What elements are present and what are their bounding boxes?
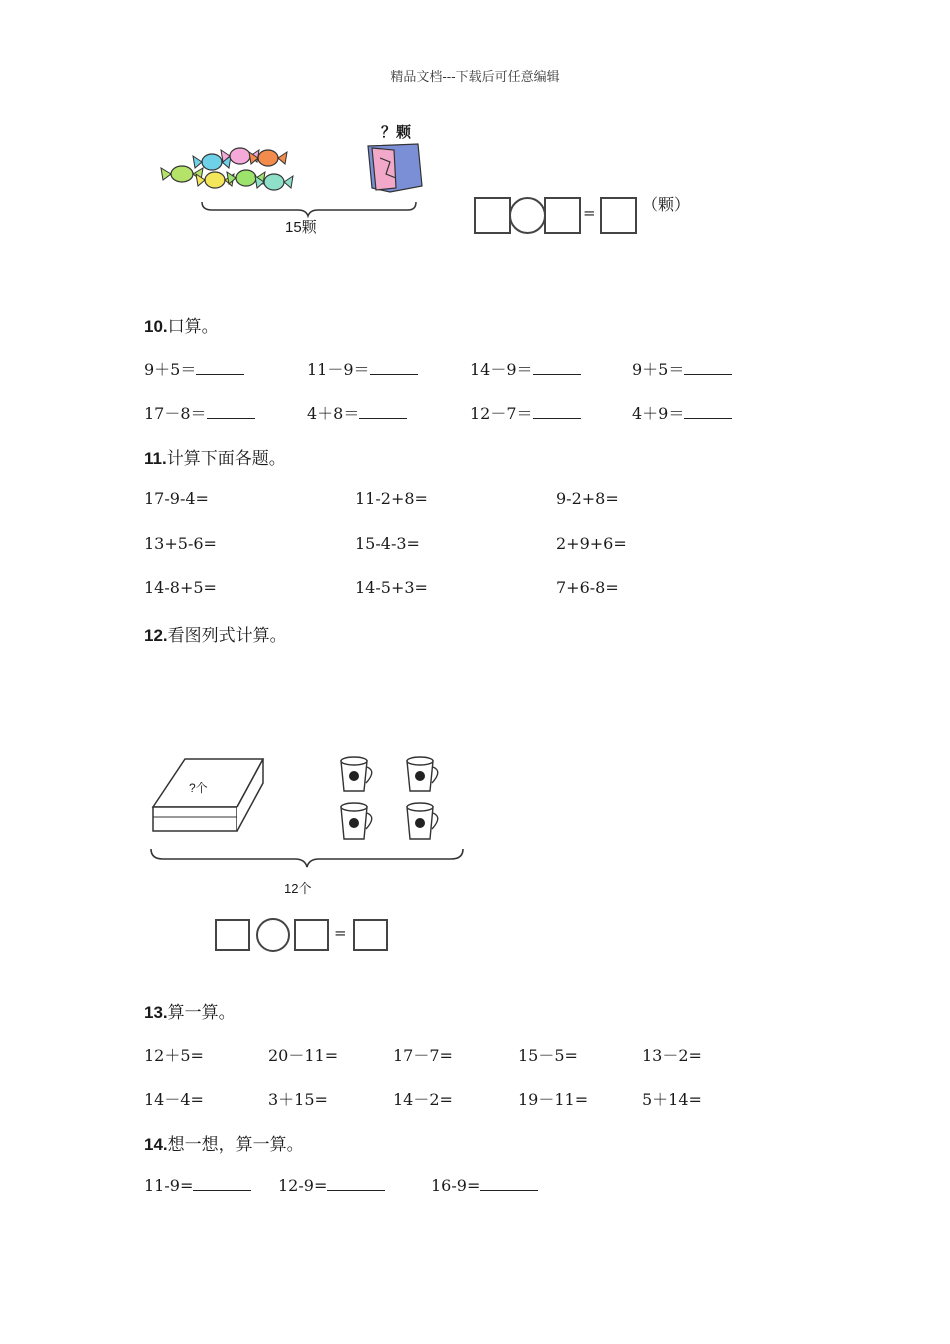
question-number: 11. xyxy=(144,449,167,468)
question-number: 10. xyxy=(144,317,168,336)
answer-box[interactable] xyxy=(544,197,581,234)
calc-item: 13－2= xyxy=(642,1046,702,1065)
question-14-title xyxy=(144,1130,304,1155)
question-text: 想一想，算一算。 xyxy=(167,1135,304,1155)
calc-item: 5＋14= xyxy=(642,1090,702,1109)
calc-item: 20－11= xyxy=(268,1046,339,1065)
question-text: 看图列式计算。 xyxy=(167,626,287,646)
answer-box[interactable] xyxy=(215,919,250,951)
answer-blank[interactable] xyxy=(196,360,244,375)
brace xyxy=(151,849,463,867)
calc-item: 2+9+6= xyxy=(556,534,627,553)
calc-item: 15-4-3= xyxy=(355,534,420,553)
calc-item: 19－11= xyxy=(518,1090,589,1109)
calc-item: 7+6-8= xyxy=(556,578,619,597)
answer-blank[interactable] xyxy=(327,1176,385,1191)
question-label: ？颗 xyxy=(381,124,412,141)
calc-item: 14-8+5= xyxy=(144,578,217,597)
calc-item: 3＋15= xyxy=(268,1090,328,1109)
calc-item: 11-9= xyxy=(144,1176,251,1195)
question-12-title xyxy=(144,621,287,646)
brace xyxy=(202,202,416,216)
calc-item: 16-9= xyxy=(431,1176,538,1195)
calc-item: 4＋8＝ xyxy=(307,401,407,424)
calc-item: 17－7= xyxy=(393,1046,453,1065)
calc-item: 17－8＝ xyxy=(144,401,255,424)
box-label: ?个 xyxy=(189,781,208,795)
calc-item: 14-5+3= xyxy=(355,578,428,597)
question-text: 口算。 xyxy=(167,317,219,337)
answer-blank[interactable] xyxy=(359,404,407,419)
calc-item: 14－4= xyxy=(144,1090,204,1109)
cup-icon xyxy=(341,757,372,791)
hand-icon xyxy=(368,144,422,192)
operator-circle[interactable] xyxy=(509,197,546,234)
cup-icon xyxy=(407,757,438,791)
calc-item: 12－7＝ xyxy=(470,401,581,424)
equals-sign: = xyxy=(583,204,596,222)
question-10-title xyxy=(144,312,219,337)
calc-item: 9＋5＝ xyxy=(144,357,244,380)
total-label: 15颗 xyxy=(285,219,317,236)
total-label: 12个 xyxy=(284,881,312,896)
calc-item: 11－9＝ xyxy=(307,357,418,380)
calc-item: 14－2= xyxy=(393,1090,453,1109)
question-number: 12. xyxy=(144,626,168,645)
operator-circle[interactable] xyxy=(256,918,290,952)
calc-item: 14－9＝ xyxy=(470,357,581,380)
calc-item: 17-9-4= xyxy=(144,489,209,508)
answer-blank[interactable] xyxy=(533,360,581,375)
box-cups-figure xyxy=(145,745,470,890)
answer-box[interactable] xyxy=(474,197,511,234)
calc-item: 13+5-6= xyxy=(144,534,217,553)
page-header: 精品文档---下载后可任意编辑 xyxy=(390,70,560,85)
calc-item: 9-2+8= xyxy=(556,489,619,508)
question-number: 13. xyxy=(144,1003,168,1022)
question-text: 算一算。 xyxy=(167,1003,236,1023)
cup-icon xyxy=(341,803,372,839)
answer-box[interactable] xyxy=(600,197,637,234)
question-13-title xyxy=(144,998,236,1023)
answer-blank[interactable] xyxy=(684,360,732,375)
answer-box[interactable] xyxy=(353,919,388,951)
answer-blank[interactable] xyxy=(207,404,255,419)
calc-item: 9＋5＝ xyxy=(632,357,732,380)
answer-blank[interactable] xyxy=(533,404,581,419)
answer-blank[interactable] xyxy=(193,1176,251,1191)
answer-blank[interactable] xyxy=(370,360,418,375)
calc-item: 11-2+8= xyxy=(355,489,428,508)
question-11-title xyxy=(144,444,286,469)
box-icon xyxy=(153,759,263,831)
calc-item: 4＋9＝ xyxy=(632,401,732,424)
answer-blank[interactable] xyxy=(684,404,732,419)
answer-blank[interactable] xyxy=(480,1176,538,1191)
answer-box[interactable] xyxy=(294,919,329,951)
calc-item: 12＋5= xyxy=(144,1046,204,1065)
equals-sign: = xyxy=(334,924,347,942)
question-number: 14. xyxy=(144,1135,168,1154)
calc-item: 15－5= xyxy=(518,1046,578,1065)
calc-item: 12-9= xyxy=(278,1176,385,1195)
cup-icon xyxy=(407,803,438,839)
question-text: 计算下面各题。 xyxy=(166,449,286,469)
unit-label: （颗） xyxy=(642,195,691,214)
